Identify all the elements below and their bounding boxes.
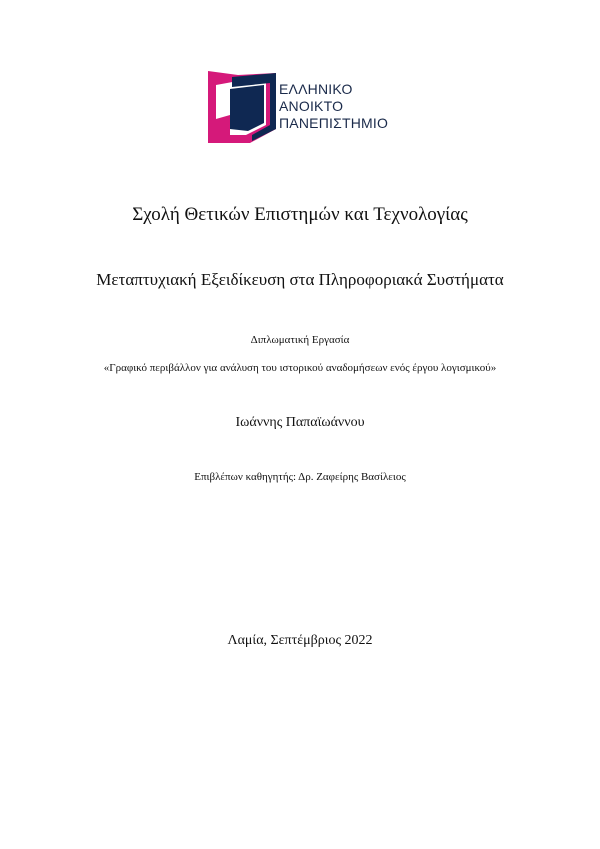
university-logo [208,71,398,143]
university-name [279,81,388,132]
program-name: Μεταπτυχιακή Εξειδίκευση στα Πληροφοριακά Συστήματα [96,270,504,289]
place-and-date: Λαμία, Σεπτέμβριος 2022 [227,633,373,648]
university-emblem-icon [208,71,276,143]
university-name-line-2: ΑΝΟΙΚΤΟ [279,98,344,114]
supervisor: Επιβλέπων καθηγητής: Δρ. Ζαφείρης Βασίλειος [194,471,406,483]
author-name: Ιωάννης Παπαϊωάννου [235,415,365,430]
university-name-line-3: ΠΑΝΕΠΙΣΤΗΜΙΟ [279,115,389,131]
thesis-title: «Γραφικό περιβάλλον για ανάλυση του ιστορικού αναδομήσεων ενός έργου λογισμικού» [103,362,497,374]
university-name-line-1: ΕΛΛΗΝΙΚΟ [279,81,353,97]
thesis-type: Διπλωματική Εργασία [250,334,350,346]
school-name: Σχολή Θετικών Επιστημών και Τεχνολογίας [132,204,468,225]
